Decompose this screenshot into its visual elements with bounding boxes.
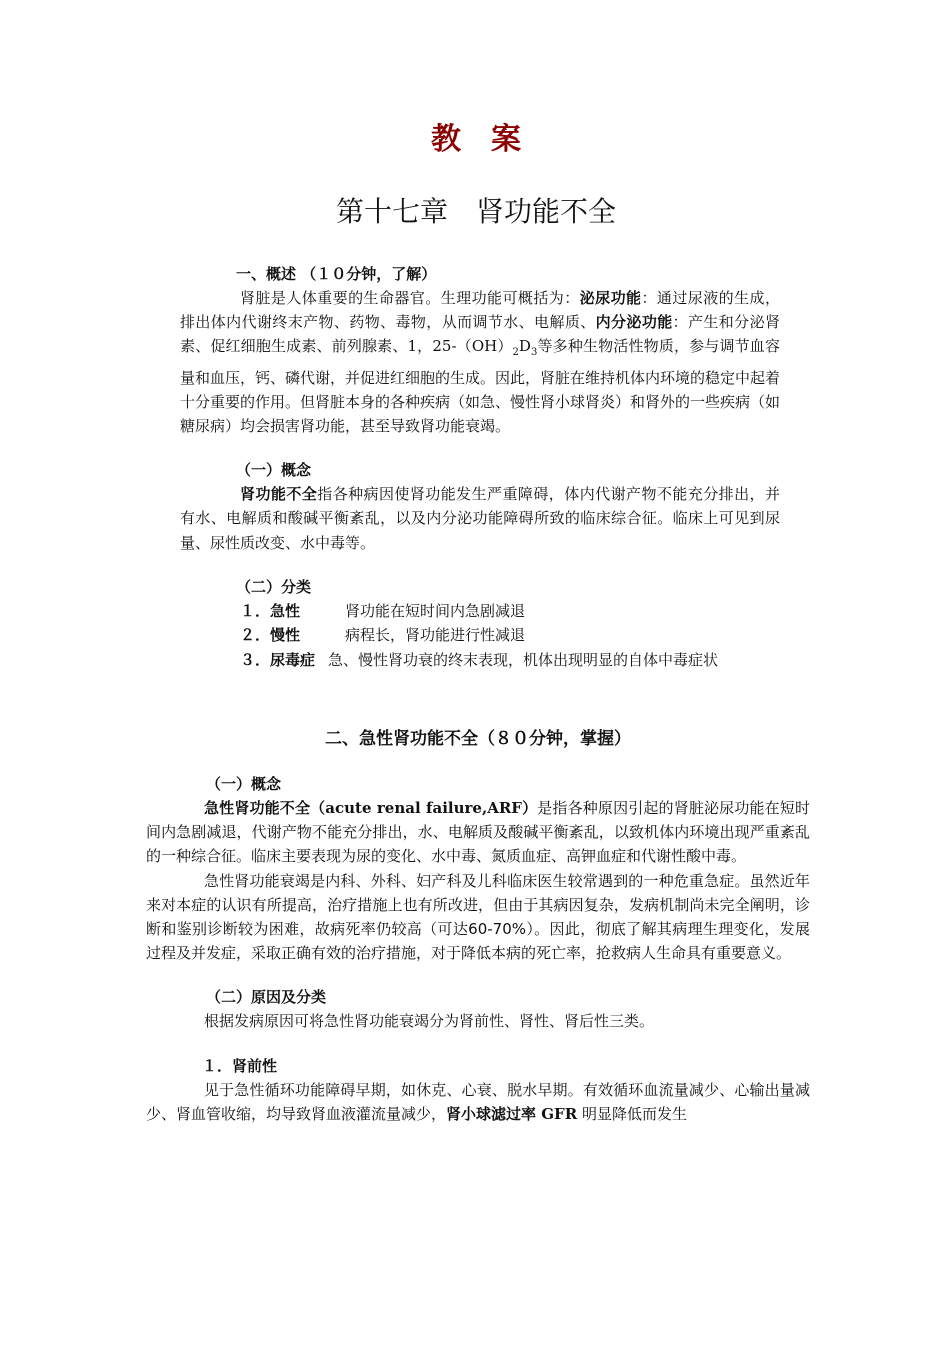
overview-heading: 一、概述 （１０分钟，了解） xyxy=(236,265,437,283)
text-run: 肾脏是人体重要的生命器官。生理功能可概括为： xyxy=(240,289,580,307)
text-run: 急性肾功能衰竭是内科、外科、妇产科及儿科临床医生较常遇到的一种危重急症。虽然近年来对本症的认识有所提高，治疗措施上也有所改进，但由于其病因复杂，发病机制尚未完全阐明，诊断和鉴别诊断较为困难，故病死率仍较高（可达 xyxy=(146,871,810,939)
overview-paragraph xyxy=(180,286,780,438)
classification-item xyxy=(180,623,780,648)
classification-label: ３．尿毒症 xyxy=(240,650,316,669)
cause-heading: （二）原因及分类 xyxy=(206,988,327,1007)
document-title: 教 案 xyxy=(431,122,521,157)
text-run: 等多种生物活性物质，参与调节血容量和血压，钙、磷代谢，并促进红细胞的生成。因此，肾脏在维持机体内环境的稳定中起着十分重要的作用。但肾脏本身的各种疾病（如急、慢性肾小球肾炎）和肾外的一些疾病（如糖尿病）均会损害肾功能，甚至导致肾功能衰竭。 xyxy=(180,337,781,436)
text-run: D xyxy=(518,337,531,356)
classification-item xyxy=(180,599,780,624)
chapter-title: 第十七章 肾功能不全 xyxy=(335,195,616,228)
text-run: 指各种病因使肾功能发生严重障碍，体内代谢产物不能充分排出，并有水、电解质和酸碱平衡紊乱，以及内分泌功能障碍所致的临床综合征。临床上可见到尿量、尿性质改变、水中毒等。 xyxy=(180,485,780,552)
classification-desc: 急、慢性肾功衰的终末表现，机体出现明显的自体中毒症状 xyxy=(328,650,719,669)
classification-desc: 肾功能在短时间内急剧减退 xyxy=(345,601,526,620)
section-acute-renal-failure xyxy=(146,726,810,1126)
prerenal-paragraph xyxy=(146,1078,810,1126)
arf-concept-heading: （一）概念 xyxy=(206,775,282,793)
section-overview xyxy=(180,262,780,672)
text-run: 明显降低而发生 xyxy=(577,1104,687,1123)
classification-label: ２．慢性 xyxy=(240,626,301,645)
subscript: 3 xyxy=(530,347,538,359)
bold-term-arf: 急性肾功能不全（acute renal failure,ARF） xyxy=(204,799,538,817)
concept-paragraph xyxy=(180,482,780,555)
arf-definition-paragraph xyxy=(146,796,810,869)
classification-item xyxy=(180,648,780,673)
arf-heading: 二、急性肾功能不全（８０分钟，掌握） xyxy=(325,729,631,749)
text-run: ：通过尿液的生成，排出体内代谢终末产物、药物、毒物，从而调节水、电解质、 xyxy=(180,289,780,332)
classification-desc: 病程长，肾功能进行性减退 xyxy=(345,626,526,645)
bold-term-endocrine: 内分泌功能 xyxy=(595,313,673,332)
mortality-rate: 60-70% xyxy=(468,920,526,939)
text-run: 是指各种原因引起的肾脏泌尿功能在短时间内急剧减退，代谢产物不能充分排出，水、电解质及酸碱平衡紊乱，以致机体内环境出现严重紊乱的一种综合征。临床主要表现为尿的变化、水中毒、氮质血症、高钾血症和代谢性酸中毒。 xyxy=(146,799,810,866)
cause-paragraph: 根据发病原因可将急性肾功能衰竭分为肾前性、肾性、肾后性三类。 xyxy=(204,1012,655,1031)
text-run: ：产生和分泌肾素、促红细胞生成素、前列腺素、1，25-（OH） xyxy=(180,313,780,356)
classification-heading: （二）分类 xyxy=(236,577,312,596)
text-run: 见于急性循环功能障碍早期，如休克、心衰、脱水早期。有效循环血流量减少、心输出量减少、肾血管收缩，均导致肾血液灌流量减少， xyxy=(146,1080,810,1123)
bold-term-urinary: 泌尿功能 xyxy=(579,289,642,307)
classification-label: １．急性 xyxy=(240,601,301,620)
concept-heading: （一）概念 xyxy=(236,461,312,480)
subscript: 2 xyxy=(512,347,519,359)
arf-significance-paragraph xyxy=(146,869,810,966)
prerenal-heading: １．肾前性 xyxy=(202,1056,278,1075)
bold-term-renal-insufficiency: 肾功能不全 xyxy=(240,485,318,504)
bold-term-gfr: 肾小球滤过率 GFR xyxy=(446,1104,578,1123)
text-run: ）。因此，彻底了解其病理生理变化，发展过程及并发症，采取正确有效的治疗措施，对于降低本病的死亡率，抢救病人生命具有重要意义。 xyxy=(146,920,810,963)
